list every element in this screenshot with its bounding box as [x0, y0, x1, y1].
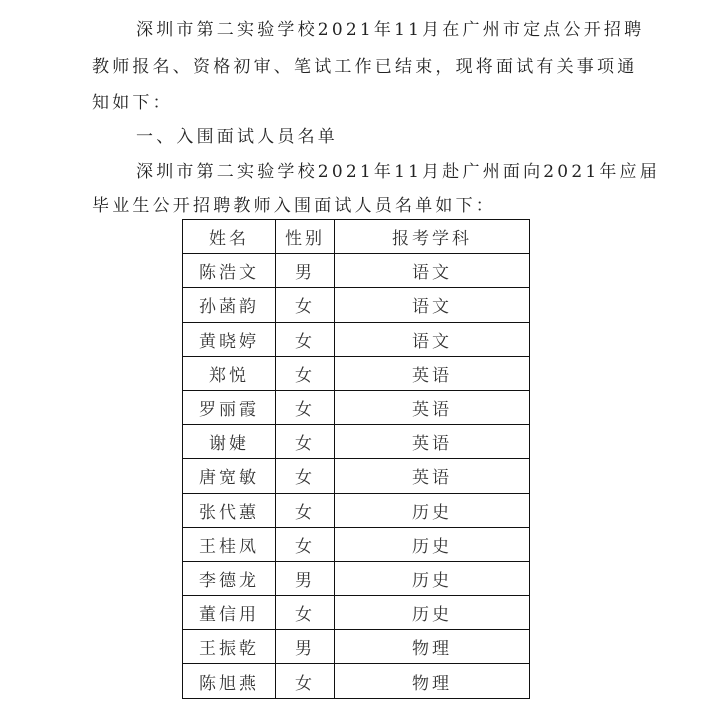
cell-name: 郑悦 — [183, 356, 276, 390]
cell-subject: 语文 — [335, 322, 530, 356]
cell-gender: 女 — [276, 322, 335, 356]
cell-subject: 英语 — [335, 459, 530, 493]
cell-gender: 女 — [276, 596, 335, 630]
cell-name: 孙菡韵 — [183, 288, 276, 322]
cell-name: 陈旭燕 — [183, 664, 276, 698]
table-row — [183, 493, 530, 527]
table-row — [183, 459, 530, 493]
cell-name: 王桂凤 — [183, 527, 276, 561]
cell-subject: 历史 — [335, 493, 530, 527]
cell-gender: 男 — [276, 561, 335, 595]
list-intro-line-2: 毕业生公开招聘教师入围面试人员名单如下： — [92, 196, 496, 216]
cell-subject: 英语 — [335, 390, 530, 424]
table-row — [183, 664, 530, 698]
table-row — [183, 561, 530, 595]
table-row — [183, 390, 530, 424]
cell-gender: 男 — [276, 254, 335, 288]
cell-subject: 英语 — [335, 425, 530, 459]
table-row — [183, 527, 530, 561]
cell-subject: 语文 — [335, 254, 530, 288]
cell-name: 黄晓婷 — [183, 322, 276, 356]
cell-name: 谢婕 — [183, 425, 276, 459]
cell-gender: 女 — [276, 664, 335, 698]
section-heading: 一、入围面试人员名单 — [136, 127, 338, 147]
table-row — [183, 254, 530, 288]
table-row — [183, 596, 530, 630]
intro-paragraph-line-2: 教师报名、资格初审、笔试工作已结束，现将面试有关事项通 — [92, 57, 638, 77]
cell-gender: 女 — [276, 390, 335, 424]
cell-name: 罗丽霞 — [183, 390, 276, 424]
cell-subject: 物理 — [335, 664, 530, 698]
cell-subject: 英语 — [335, 356, 530, 390]
cell-name: 王振乾 — [183, 630, 276, 664]
cell-name: 陈浩文 — [183, 254, 276, 288]
interview-candidates-table — [182, 219, 530, 699]
cell-name: 董信用 — [183, 596, 276, 630]
cell-gender: 女 — [276, 527, 335, 561]
intro-paragraph-line-1: 深圳市第二实验学校2021年11月在广州市定点公开招聘 — [136, 20, 645, 40]
cell-subject: 历史 — [335, 527, 530, 561]
cell-gender: 女 — [276, 425, 335, 459]
table-row — [183, 630, 530, 664]
intro-paragraph-line-3: 知如下： — [92, 93, 173, 113]
list-intro-line-1: 深圳市第二实验学校2021年11月赴广州面向2021年应届 — [136, 162, 660, 182]
header-name: 姓名 — [183, 220, 276, 254]
cell-subject: 历史 — [335, 596, 530, 630]
cell-gender: 女 — [276, 288, 335, 322]
cell-subject: 语文 — [335, 288, 530, 322]
header-subject: 报考学科 — [335, 220, 530, 254]
cell-name: 张代蕙 — [183, 493, 276, 527]
cell-gender: 女 — [276, 459, 335, 493]
table-row — [183, 356, 530, 390]
table-header-row — [183, 220, 530, 254]
cell-gender: 男 — [276, 630, 335, 664]
cell-subject: 物理 — [335, 630, 530, 664]
table-row — [183, 322, 530, 356]
table-row — [183, 288, 530, 322]
header-gender: 性别 — [276, 220, 335, 254]
cell-gender: 女 — [276, 493, 335, 527]
cell-name: 唐宽敏 — [183, 459, 276, 493]
table-row — [183, 425, 530, 459]
cell-gender: 女 — [276, 356, 335, 390]
cell-name: 李德龙 — [183, 561, 276, 595]
cell-subject: 历史 — [335, 561, 530, 595]
